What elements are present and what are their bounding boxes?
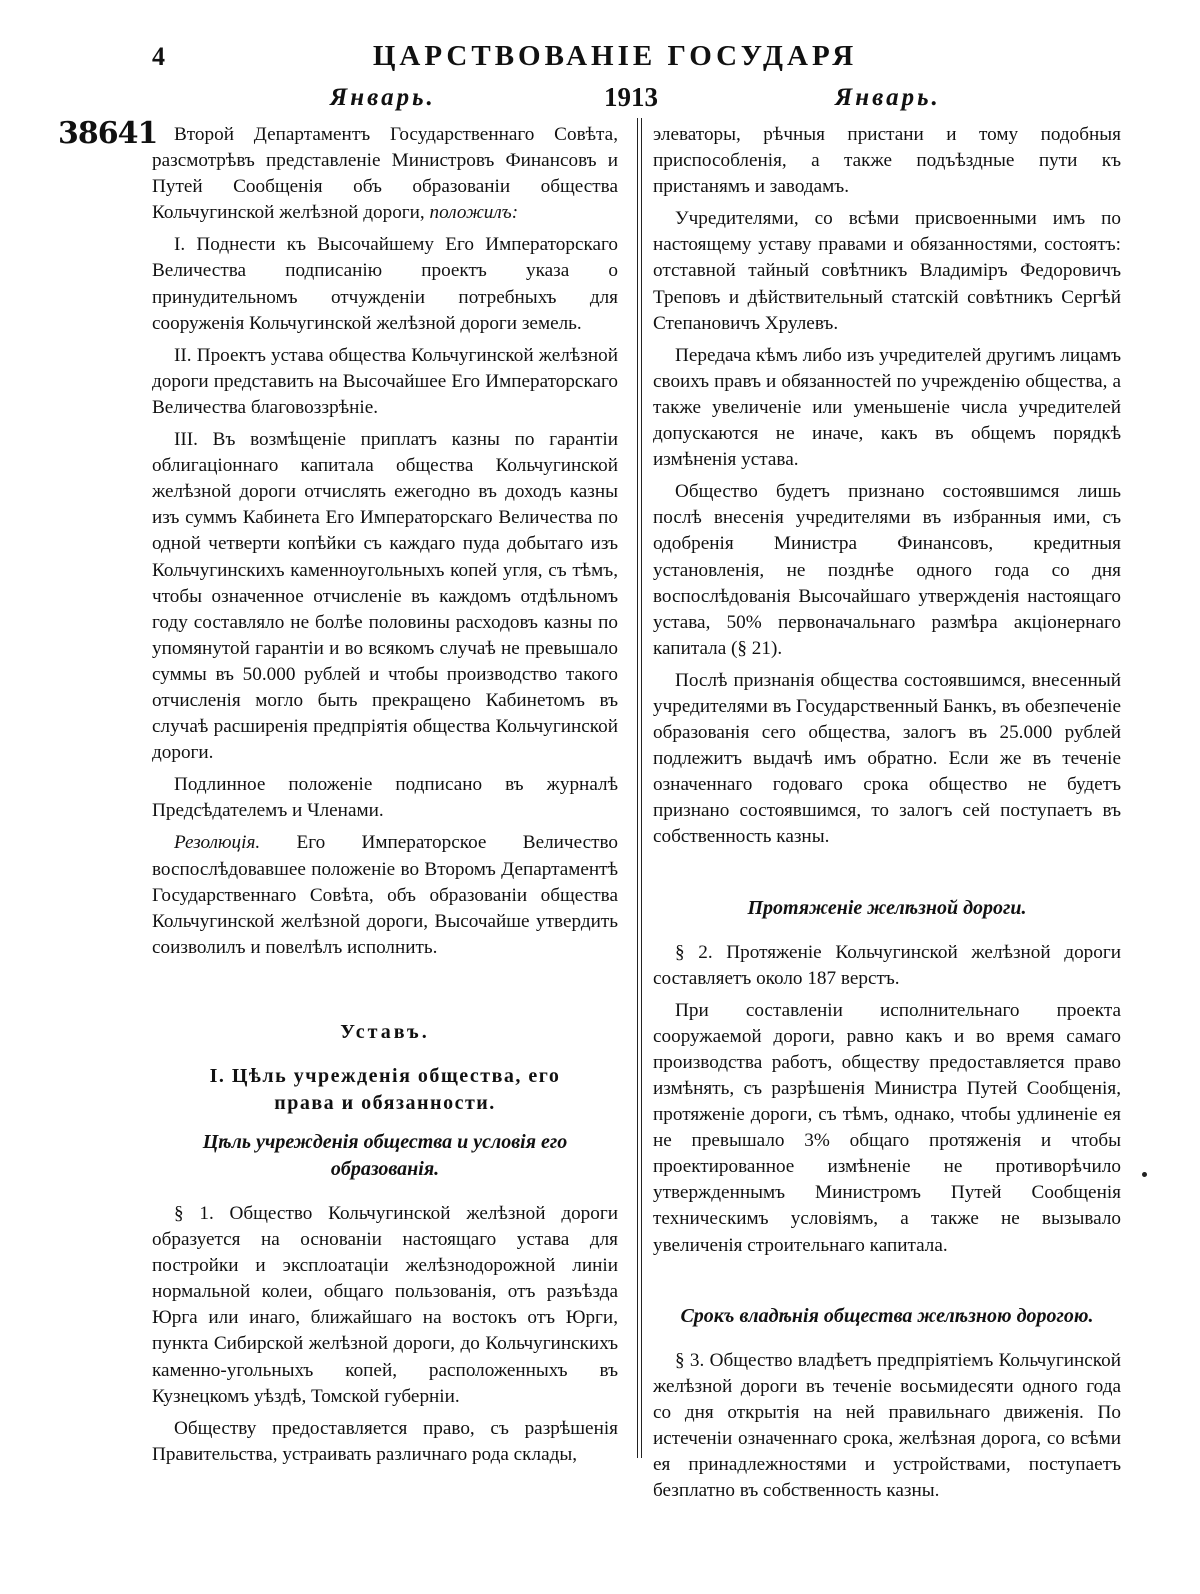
month-right: Январь. bbox=[835, 84, 941, 111]
paragraph: § 1. Общество Кольчугинской желѣзной дороги образуется на основаніи настоящаго устава для постройки и эксплоатаціи желѣзнодорожной линіи нормальной колеи, общаго пользованія, отъ разъѣзда Юрга или инаго, ближайшаго на востокъ отъ Юрги, пункта Сибирской желѣзной дороги, до Кольчугинскихъ каменно-угольныхъ копей, расположенныхъ въ Кузнецкомъ уѣздѣ, Томской губерніи. bbox=[152, 1203, 618, 1407]
print-speck bbox=[1142, 1172, 1147, 1177]
paragraph: Учредителями, со всѣми присвоенными имъ по настоящему уставу правами и обязанностями, состоятъ: отставной тайный совѣтникъ Владиміръ Федоровичъ Треповъ и дѣйствительный статскій совѣтникъ Сергѣй Степановичъ Хрулевъ. bbox=[653, 208, 1121, 334]
paragraph: I. Поднести къ Высочайшему Его Императорскаго Величества подписанію проектъ указа о принудительномъ отчужденіи потребныхъ для сооруженія Кольчугинской желѣзной дороги земель. bbox=[152, 234, 618, 334]
year: 1913 bbox=[604, 82, 658, 112]
paragraph: § 3. Общество владѣетъ предпріятіемъ Кольчугинской желѣзной дороги въ теченіе восьмидесяти одного года со дня открытія на ней правильнаго движенія. По истеченіи означеннаго срока, желѣзная дорога, со всѣми ея принадлежностями и устройствами, поступаетъ безплатно въ собственность казны. bbox=[653, 1349, 1121, 1502]
chapter-title: I. Цѣль учрежденія общества, его права и обязанности. bbox=[209, 1065, 561, 1114]
paragraph: II. Проектъ устава общества Кольчугинской желѣзной дороги представить на Высочайшее Его Императорскаго Величества благовоззрѣніе. bbox=[152, 344, 618, 418]
paragraph-text: Его Императорское Величество воспослѣдовавшее положеніе во Второмъ Департаментѣ Государственнаго Совѣта, объ образованіи общества Кольчугинской желѣзной дороги, Высочайше утвердить соизволилъ и повелѣлъ исполнить. bbox=[152, 832, 618, 958]
paragraph: Передача кѣмъ либо изъ учредителей другимъ лицамъ своихъ правъ и обязанностей по учрежденію общества, а также увеличеніе или уменьшеніе числа учредителей допускаются не иначе, какъ въ общемъ порядкѣ измѣненія устава. bbox=[653, 344, 1121, 471]
subchapter-title: Цѣль учрежденія общества и условія его образованія. bbox=[202, 1131, 568, 1180]
paragraph: Обществу предоставляется право, съ разрѣшенія Правительства, устраивать различнаго рода склады, bbox=[152, 1417, 618, 1465]
paragraph-italic: положилъ: bbox=[429, 202, 519, 224]
month-left: Январь. bbox=[330, 84, 436, 111]
page-number: 4 bbox=[152, 42, 165, 71]
paragraph: § 2. Протяженіе Кольчугинской желѣзной дороги составляетъ около 187 верстъ. bbox=[653, 941, 1121, 989]
paragraph: При составленіи исполнительнаго проекта сооружаемой дороги, равно какъ и во время самаго производства работъ, обществу предоставляется право измѣнять, съ разрѣшенія Министра Путей Сообщенія, протяженіе дороги, съ тѣмъ, однако, чтобы удлиненіе ея не превышало 3% общаго протяженія и чтобы проектированное измѣненіе не противорѣчило утвержденнымъ Министромъ Путей Сообщенія техническимъ условіямъ, а также не вызывало увеличенія строительнаго капитала. bbox=[653, 999, 1121, 1256]
subsection-title: Протяженіе желѣзной дороги. bbox=[747, 896, 1027, 919]
section-title: Уставъ. bbox=[340, 1020, 430, 1043]
paragraph: Подлинное положеніе подписано въ журналѣ Предсѣдателемъ и Членами. bbox=[152, 774, 618, 822]
resolution-label: Резолюція. bbox=[174, 832, 261, 854]
paragraph: элеваторы, рѣчныя пристани и тому подобныя приспособленія, а также подъѣздные пути къ пристанямъ и заводамъ. bbox=[653, 124, 1121, 198]
paragraph bbox=[152, 830, 618, 960]
paragraph: III. Въ возмѣщеніе приплатъ казны по гарантіи облигаціоннаго капитала общества Кольчугинской желѣзной дороги отчислять ежегодно въ доходъ казны изъ суммъ Кабинета Его Императорскаго Величества по одной четверти копѣйки съ каждаго пуда добытаго изъ Кольчугинскихъ каменноугольныхъ копей угля, съ тѣмъ, чтобы означенное отчисленіе въ каждомъ отдѣльномъ году составляло не болѣе половины расходовъ казны по упомянутой гарантіи и во всякомъ случаѣ не превышало суммы въ 50.000 рублей и чтобы производство такого отчисленія могло быть прекращено Кабинетомъ въ случаѣ расширенія предпріятія общества Кольчугинской дороги. bbox=[152, 429, 618, 764]
paragraph: Послѣ признанія общества состоявшимся, внесенный учредителями въ Государственный Банкъ, въ обезпеченіе образованія сего общества, залогъ въ 25.000 рублей подлежитъ выдачѣ имъ обратно. Если же въ теченіе означеннаго годоваго срока общество не будетъ признано состоявшимся, то залогъ сей поступаетъ въ собственность казны. bbox=[653, 669, 1121, 848]
paragraph-text: Второй Департаментъ Государственнаго Совѣта, разсмотрѣвъ представленіе Министровъ Финансовъ и Путей Сообщенія объ образованіи общества Кольчугинской желѣзной дороги, bbox=[152, 124, 618, 224]
paragraph: Общество будетъ признано состоявшимся лишь послѣ внесенія учредителями въ избранныя ими, съ одобренія Министра Финансовъ, кредитныя установленія, не позднѣе одного года со дня воспослѣдованія Высочайшаго утвержденія настоящаго устава, 50% первоначальнаго размѣра акціонернаго капитала (§ 21). bbox=[653, 481, 1121, 659]
left-column bbox=[152, 122, 618, 1474]
entry-number: 38641 bbox=[58, 116, 158, 151]
column-divider bbox=[637, 118, 642, 1458]
right-column bbox=[653, 122, 1121, 1510]
paragraph bbox=[152, 122, 618, 226]
subsection-title: Срокъ владѣнія общества желѣзною дорогою. bbox=[680, 1304, 1094, 1327]
running-head: ЦАРСТВОВАНІЕ ГОСУДАРЯ bbox=[372, 40, 858, 72]
